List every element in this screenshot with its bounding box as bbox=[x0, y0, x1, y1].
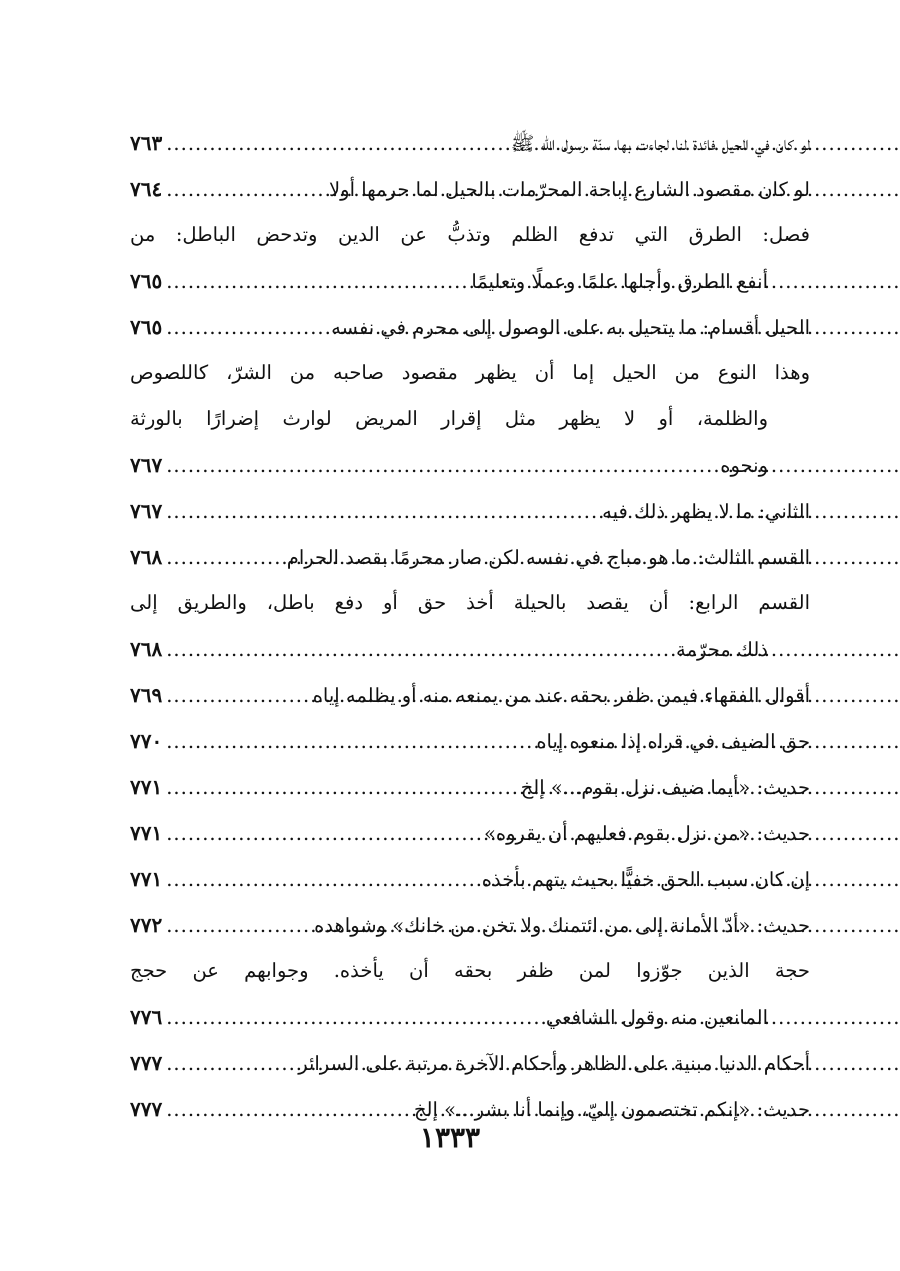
toc-entry[interactable] bbox=[130, 902, 810, 948]
toc-entry-page: ٧٦٨ bbox=[130, 637, 163, 661]
toc-entry-text: الثاني: ما لا يظهر ذلك فيه bbox=[602, 500, 810, 523]
toc-entry-page: ٧٦٤ bbox=[130, 177, 163, 201]
toc-entry-page: ٧٦٧ bbox=[130, 499, 163, 523]
dot-leader bbox=[166, 673, 308, 719]
toc-page bbox=[130, 120, 810, 1271]
dot-leader bbox=[166, 627, 672, 673]
toc-entry-page: ٧٧١ bbox=[130, 821, 163, 845]
toc-entry-page: ٧٧٧ bbox=[130, 1097, 163, 1121]
toc-entry[interactable] bbox=[130, 764, 810, 810]
toc-entry[interactable] bbox=[130, 1040, 810, 1086]
dot-leader bbox=[166, 857, 478, 903]
table-of-contents bbox=[130, 120, 810, 1132]
dot-leader bbox=[166, 167, 325, 213]
toc-entry-line-last bbox=[130, 442, 810, 488]
toc-entry[interactable] bbox=[130, 810, 810, 856]
toc-entry-line-last bbox=[130, 166, 810, 212]
toc-entry[interactable] bbox=[130, 488, 810, 534]
toc-entry-line-last bbox=[130, 672, 810, 718]
toc-entry-page: ٧٦٣ bbox=[130, 131, 163, 155]
toc-entry[interactable] bbox=[130, 534, 810, 580]
toc-entry-line-last bbox=[130, 1040, 810, 1086]
toc-entry-page: ٧٧٧ bbox=[130, 1051, 163, 1075]
toc-entry-text: أنفع الطرق وأجلها علمًا وعملًا وتعليمًا bbox=[471, 270, 768, 293]
toc-entry-page: ٧٧٠ bbox=[130, 729, 163, 753]
toc-entry-text: لو كان في الحيل فائدة لنا لجاءت بها سنّة رسول الله ﷺ bbox=[510, 132, 810, 155]
toc-entry-text: ذلك محرّمة bbox=[676, 638, 768, 661]
toc-entry-line-last bbox=[130, 488, 810, 534]
toc-entry-page: ٧٧٦ bbox=[130, 1005, 163, 1029]
dot-leader bbox=[166, 811, 480, 857]
toc-entry[interactable] bbox=[130, 304, 810, 350]
toc-entry-text: والظلمة، أو لا يظهر مثل إقرار المريض لوارث إضرارًا بالورثة bbox=[130, 407, 768, 430]
dot-leader bbox=[166, 1041, 294, 1087]
toc-entry-line-last bbox=[130, 534, 810, 580]
toc-entry[interactable] bbox=[130, 672, 810, 718]
dot-leader bbox=[166, 535, 283, 581]
toc-entry-line bbox=[130, 350, 810, 396]
dot-leader bbox=[166, 719, 532, 765]
toc-entry[interactable] bbox=[130, 948, 810, 1040]
toc-entry[interactable] bbox=[130, 120, 810, 166]
toc-entry-line bbox=[130, 396, 810, 442]
toc-entry-page: ٧٧١ bbox=[130, 867, 163, 891]
dot-leader bbox=[166, 305, 327, 351]
toc-entry-line bbox=[130, 948, 810, 994]
toc-entry-page: ٧٦٥ bbox=[130, 269, 163, 293]
dot-leader bbox=[166, 903, 310, 949]
toc-entry-line-last bbox=[130, 120, 810, 166]
toc-entry-text: الحيل أقسام: ما يتحيل به على الوصول إلى محرم في نفسه bbox=[331, 316, 810, 339]
toc-entry-line-last bbox=[130, 902, 810, 948]
dot-leader bbox=[166, 443, 716, 489]
dot-leader bbox=[166, 765, 516, 811]
dot-leader bbox=[166, 121, 506, 167]
toc-entry-text: لو كان مقصود الشارع إباحة المحرّمات بالحيل لما حرمها أولا bbox=[329, 178, 810, 201]
toc-entry-line-last bbox=[130, 304, 810, 350]
toc-entry-page: ٧٦٨ bbox=[130, 545, 163, 569]
dot-leader bbox=[166, 489, 598, 535]
toc-entry-text: فصل: الطرق التي تدفع الظلم وتذبُّ عن الدين وتدحض الباطل: من bbox=[130, 223, 810, 246]
toc-entry-text: حديث: «إنكم تختصمون إليّ، وإنما أنا بشر...» إلخ bbox=[413, 1098, 810, 1121]
toc-entry-line-last bbox=[130, 994, 810, 1040]
toc-entry-line bbox=[130, 580, 810, 626]
toc-entry-line-last bbox=[130, 764, 810, 810]
toc-entry-line-last bbox=[130, 626, 810, 672]
toc-entry-text: حديث: «أدّ الأمانة إلى من ائتمنك ولا تخن من خانك» وشواهده bbox=[314, 914, 810, 937]
toc-entry-text: حق الضيف في قراه إذا منعوه إياه bbox=[536, 730, 810, 753]
toc-entry-text: أقوال الفقهاء فيمن ظفر بحقه عند من يمنعه منه أو يظلمه إياه bbox=[312, 684, 810, 707]
toc-entry-page: ٧٦٧ bbox=[130, 453, 163, 477]
toc-entry-line-last bbox=[130, 718, 810, 764]
toc-entry-page: ٧٦٥ bbox=[130, 315, 163, 339]
toc-entry-text: وهذا النوع من الحيل إما أن يظهر مقصود صاحبه من الشرّ، كاللصوص bbox=[130, 361, 810, 384]
toc-entry-text: القسم الرابع: أن يقصد بالحيلة أخذ حق أو دفع باطل، والطريق إلى bbox=[130, 591, 810, 614]
toc-entry-text: حديث: «أيما ضيف نزل بقوم...» إلخ bbox=[520, 776, 810, 799]
toc-entry-text: إن كان سبب الحق خفيًّا بحيث يتهم بأخذه bbox=[481, 868, 810, 891]
toc-entry-text: أحكام الدنيا مبنية على الظاهر وأحكام الآخرة مرتبة على السرائر bbox=[298, 1052, 810, 1075]
toc-entry[interactable] bbox=[130, 718, 810, 764]
toc-entry-page: ٧٧١ bbox=[130, 775, 163, 799]
toc-entry[interactable] bbox=[130, 580, 810, 672]
toc-entry-text: ونحوه bbox=[720, 454, 768, 477]
toc-entry[interactable] bbox=[130, 856, 810, 902]
toc-entry-line-last bbox=[130, 258, 810, 304]
toc-entry-text: حجة الذين جوّزوا لمن ظفر بحقه أن يأخذه. وجوابهم عن حجج bbox=[130, 959, 810, 982]
toc-entry-page: ٧٦٩ bbox=[130, 683, 163, 707]
toc-entry-line bbox=[130, 212, 810, 258]
dot-leader bbox=[166, 259, 467, 305]
toc-entry-text: حديث: «من نزل بقوم فعليهم أن يقروه» bbox=[483, 822, 810, 845]
toc-entry-line-last bbox=[130, 856, 810, 902]
toc-entry[interactable] bbox=[130, 212, 810, 304]
page-number: ١٣٣٣ bbox=[419, 1121, 481, 1154]
toc-entry-text: المانعين منه وقول الشافعي bbox=[545, 1006, 768, 1029]
toc-entry-line-last bbox=[130, 810, 810, 856]
toc-entry-page: ٧٧٢ bbox=[130, 913, 163, 937]
dot-leader bbox=[166, 995, 542, 1041]
toc-entry[interactable] bbox=[130, 166, 810, 212]
toc-entry[interactable] bbox=[130, 350, 810, 488]
toc-entry-text: القسم الثالث: ما هو مباح في نفسه لكن صار محرمًا بقصد الحرام bbox=[286, 546, 810, 569]
